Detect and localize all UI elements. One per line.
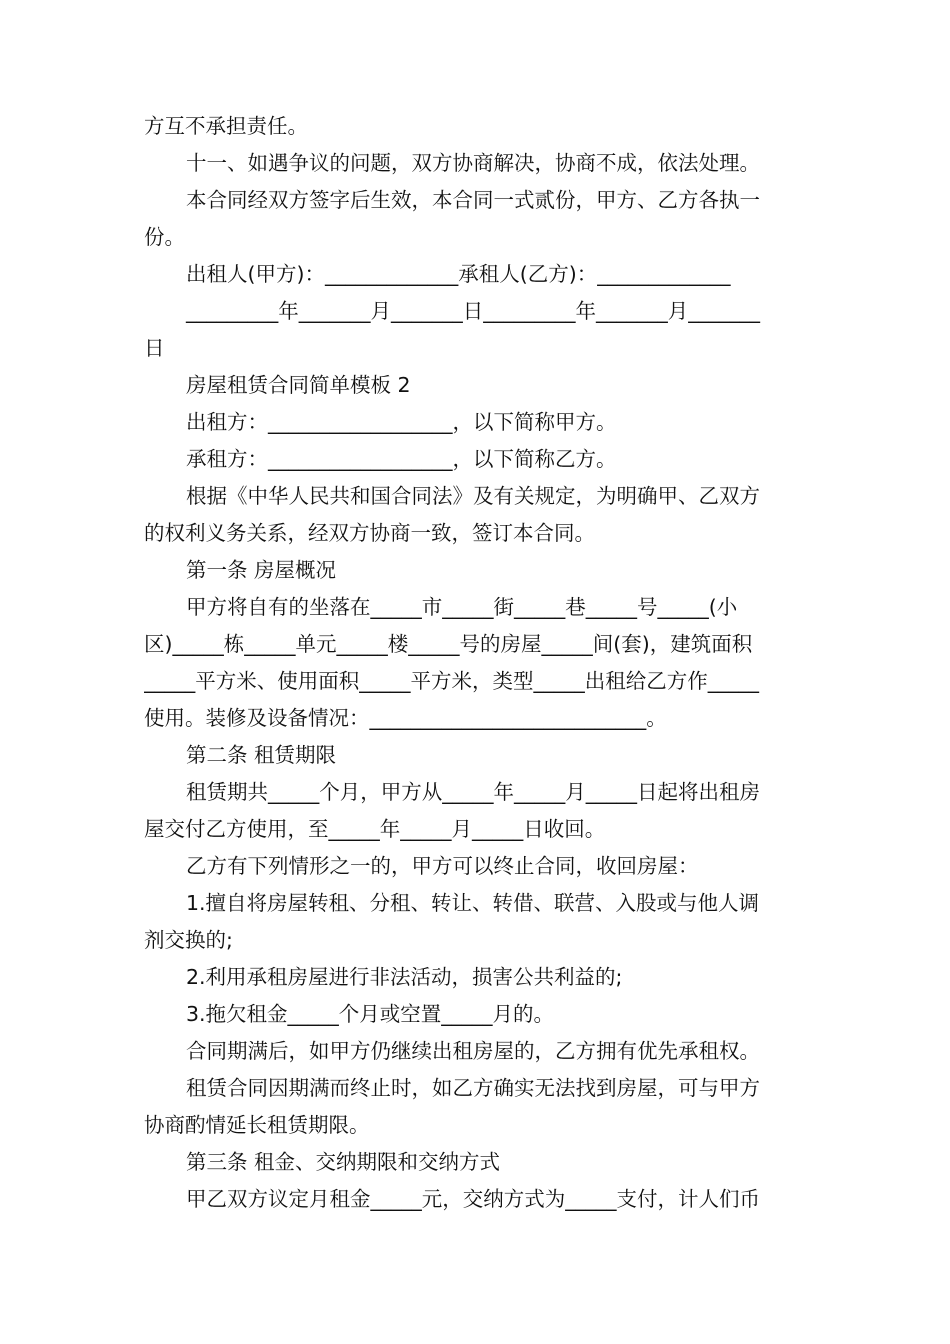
text-line: 份。 xyxy=(144,225,185,249)
article-heading: 第二条 租赁期限 xyxy=(186,743,337,767)
date-line: _________年_______月_______日_________年_______月_______ xyxy=(186,299,760,323)
text-line: 根据《中华人民共和国合同法》及有关规定，为明确甲、乙双方 xyxy=(186,484,760,508)
list-item: 1.擅自将房屋转租、分租、转让、转借、联营、入股或与他人调 xyxy=(186,891,760,915)
text-line: 本合同经双方签字后生效，本合同一式贰份，甲方、乙方各执一 xyxy=(186,188,760,212)
lessor-field: 出租方：__________________，以下简称甲方。 xyxy=(186,410,617,434)
document-body xyxy=(144,108,812,1218)
text-line: _____平方米、使用面积_____平方米，类型_____出租给乙方作_____ xyxy=(144,669,759,693)
text-line: 使用。装修及设备情况：___________________________。 xyxy=(144,706,667,730)
text-line: 十一、如遇争议的问题，双方协商解决，协商不成，依法处理。 xyxy=(186,151,760,175)
list-item: 2.利用承租房屋进行非法活动，损害公共利益的; xyxy=(186,965,623,989)
text-line: 甲乙双方议定月租金_____元，交纳方式为_____支付，计人们币 xyxy=(186,1187,760,1211)
text-line: 甲方将自有的坐落在_____市_____街_____巷_____号_____(小 xyxy=(186,595,738,619)
text-line: 租赁合同因期满而终止时，如乙方确实无法找到房屋，可与甲方 xyxy=(186,1076,760,1100)
text-line: 方互不承担责任。 xyxy=(144,114,308,138)
text-line: 日 xyxy=(144,336,165,360)
text-line: 租赁期共_____个月，甲方从_____年_____月_____日起将出租房 xyxy=(186,780,760,804)
text-line: 屋交付乙方使用，至_____年_____月_____日收回。 xyxy=(144,817,606,841)
text-line: 的权利义务关系，经双方协商一致，签订本合同。 xyxy=(144,521,595,545)
text-line: 区)_____栋_____单元_____楼_____号的房屋_____间(套)，建筑面积 xyxy=(144,632,753,656)
signature-line: 出租人(甲方)：_____________承租人(乙方)：_____________ xyxy=(186,262,731,286)
text-line: 合同期满后，如甲方仍继续出租房屋的，乙方拥有优先承租权。 xyxy=(186,1039,760,1063)
text-line: 乙方有下列情形之一的，甲方可以终止合同，收回房屋： xyxy=(186,854,699,878)
article-heading: 第一条 房屋概况 xyxy=(186,558,337,582)
text-line: 剂交换的; xyxy=(144,928,233,952)
article-heading: 第三条 租金、交纳期限和交纳方式 xyxy=(186,1150,501,1174)
section-title: 房屋租赁合同简单模板 2 xyxy=(186,373,411,397)
lessee-field: 承租方：__________________，以下简称乙方。 xyxy=(186,447,617,471)
list-item: 3.拖欠租金_____个月或空置_____月的。 xyxy=(186,1002,555,1026)
text-line: 协商酌情延长租赁期限。 xyxy=(144,1113,370,1137)
